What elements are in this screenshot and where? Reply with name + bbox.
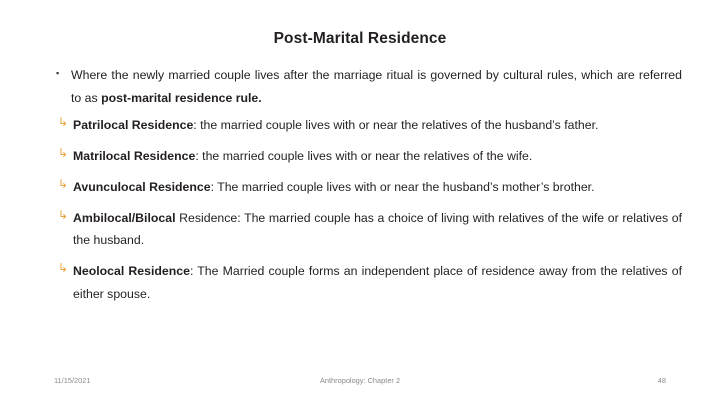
arrow-bullet-icon: ↳ xyxy=(58,115,69,130)
bullet-text: Where the newly married couple lives after the marriage ritual is governed by cultural rules, which are referred to as post-marital residence rule. xyxy=(71,68,682,105)
square-bullet-icon: ▪ xyxy=(56,68,60,78)
arrow-bullet-icon: ↳ xyxy=(58,261,69,276)
footer-center-text: Anthropology: Chapter 2 xyxy=(319,376,401,385)
page-title: Post-Marital Residence xyxy=(273,30,447,47)
footer-date: 11/15/2021 xyxy=(54,376,91,385)
bullet-text: Avunculocal Residence: The married couple lives with or near the husband’s mother’s brother. xyxy=(73,179,595,194)
arrow-bullet-icon: ↳ xyxy=(58,146,69,161)
bullet-item xyxy=(0,176,720,199)
bullet-item xyxy=(0,64,720,109)
slide-footer xyxy=(0,376,720,388)
bullet-item xyxy=(0,207,720,252)
bullet-item xyxy=(0,260,720,305)
bullet-text: Matrilocal Residence: the married couple lives with or near the relatives of the wife. xyxy=(73,149,533,164)
arrow-bullet-icon: ↳ xyxy=(58,207,69,222)
footer-page-number: 48 xyxy=(657,376,666,385)
bullet-text: Ambilocal/Bilocal Residence: The married couple has a choice of living with relatives of the wife or relatives of the husband. xyxy=(73,210,682,248)
bullet-item xyxy=(0,145,720,168)
bullet-text: Patrilocal Residence: the married couple lives with or near the relatives of the husband’s father. xyxy=(73,118,599,133)
bullet-text: Neolocal Residence: The Married couple forms an independent place of residence away from the relatives of either spouse. xyxy=(73,264,682,301)
slide-body-list xyxy=(0,64,720,314)
arrow-bullet-icon: ↳ xyxy=(58,176,69,191)
bullet-item xyxy=(0,114,720,137)
